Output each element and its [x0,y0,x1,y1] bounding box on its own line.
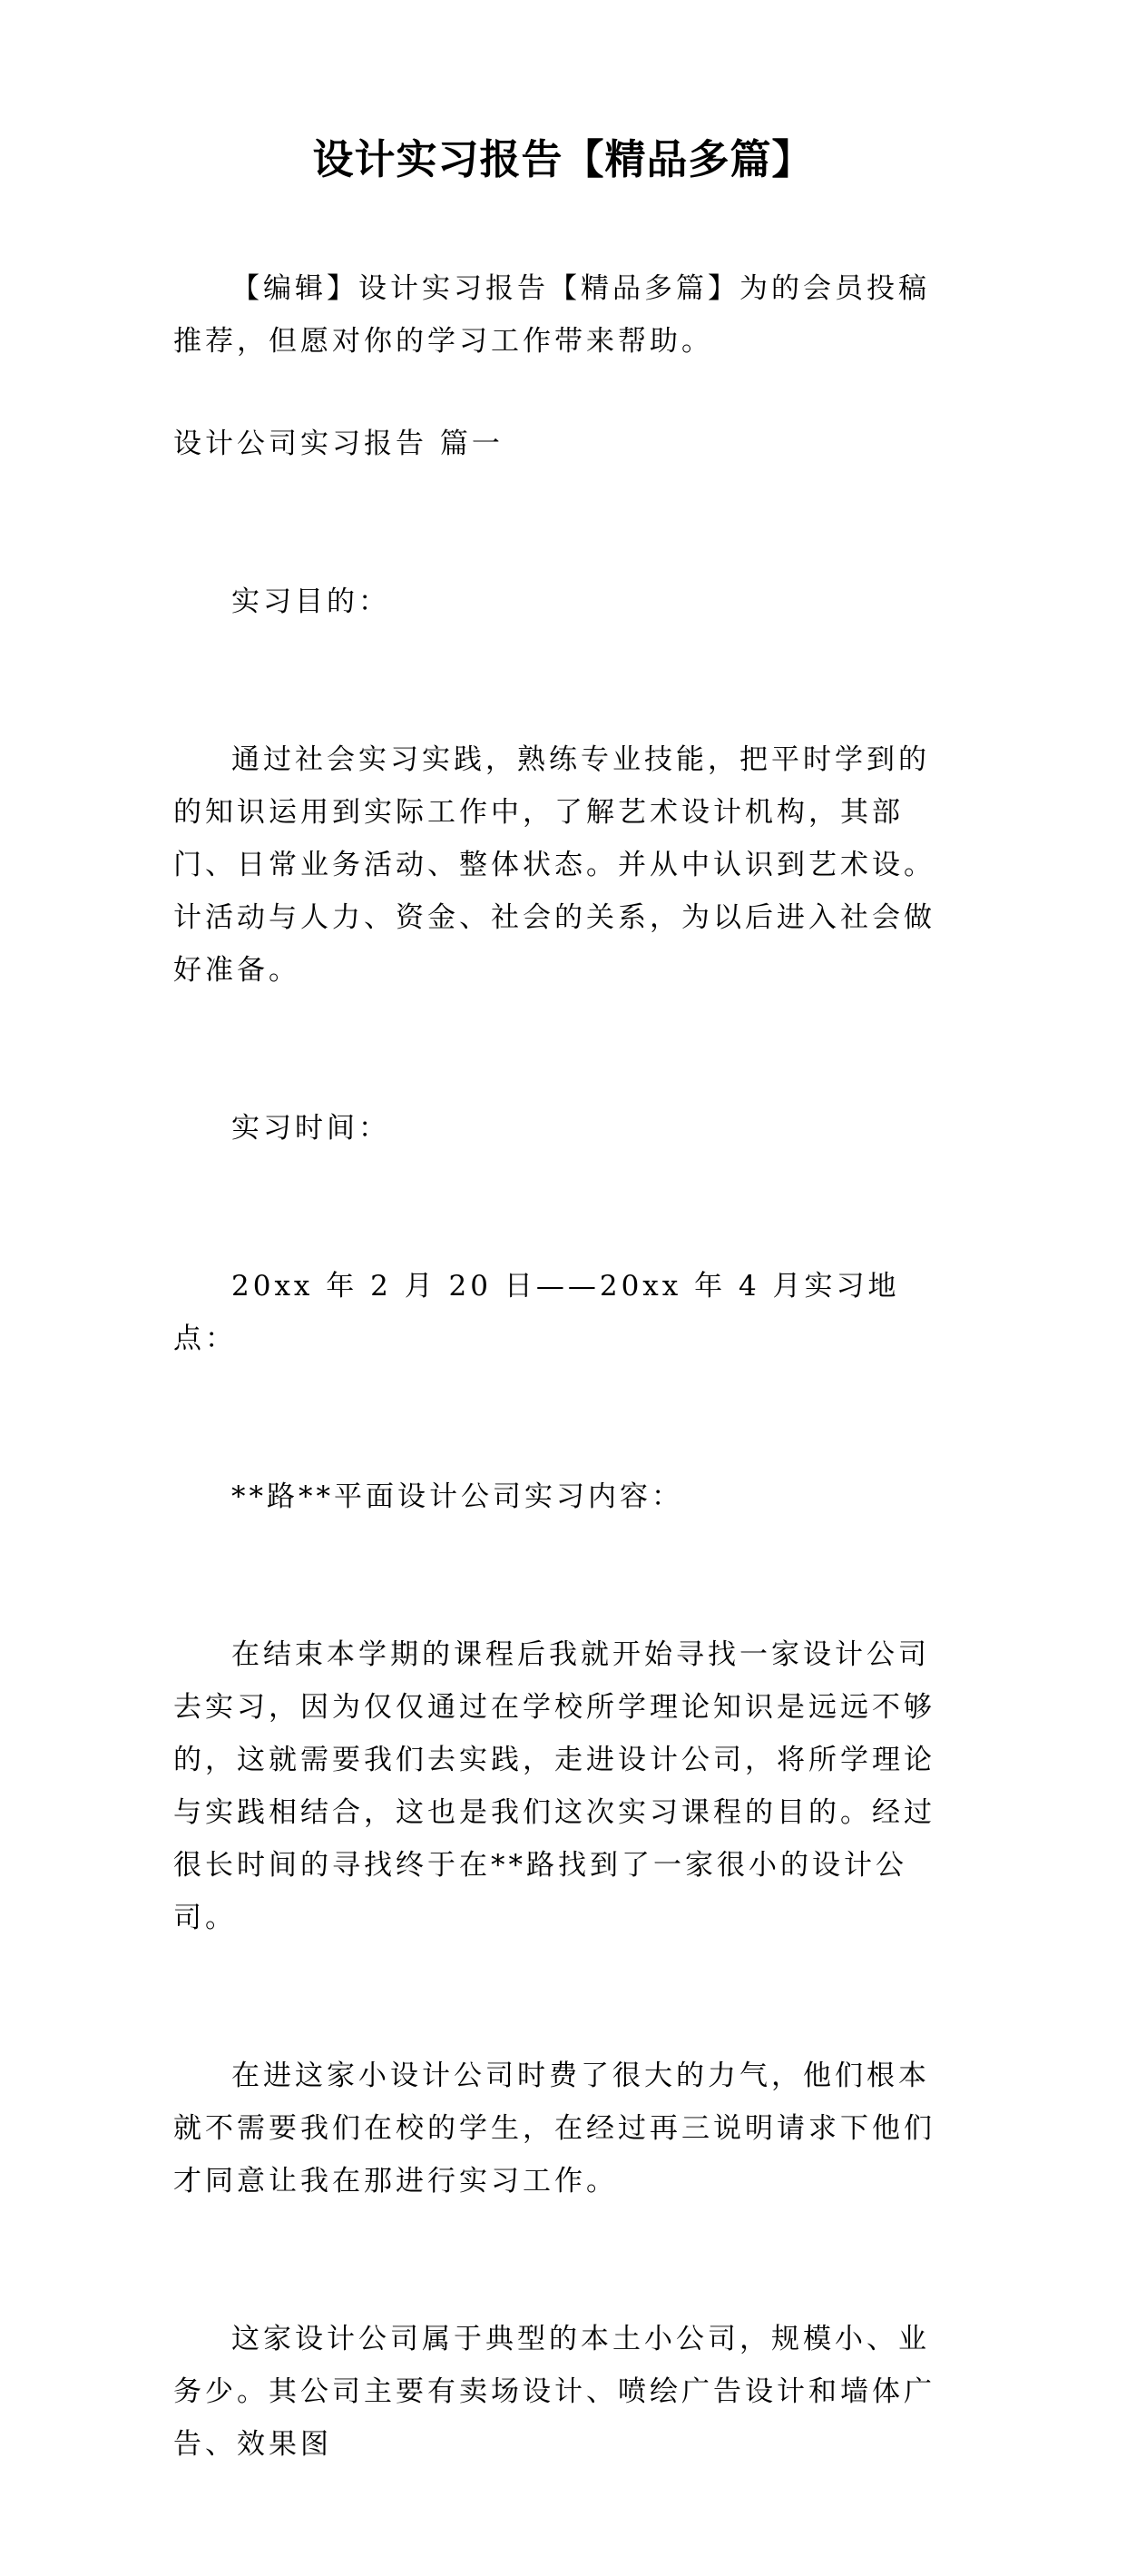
document-title: 设计实习报告【精品多篇】 [312,135,814,183]
intro-paragraph: 【编辑】设计实习报告【精品多篇】为的会员投稿推荐，但愿对你的学习工作带来帮助。 [173,272,930,358]
paragraph-company-description: 这家设计公司属于典型的本土小公司，规模小、业务少。其公司主要有卖场设计、喷绘广告设计和墙体广告、效果图 [173,2323,935,2461]
paragraph-time-heading: 实习时间： [231,1112,390,1145]
paragraph-purpose: 通过社会实习实践，熟练专业技能，把平时学到的的知识运用到实际工作中，了解艺术设计机构，其部门、日常业务活动、整体状态。并从中认识到艺术设。计活动与人力、资金、社会的关系，为以后进入社会做好准备。 [173,743,935,987]
paragraph-company-content: **路**平面设计公司实习内容： [231,1480,683,1513]
paragraph-search: 在结束本学期的课程后我就开始寻找一家设计公司去实习，因为仅仅通过在学校所学理论知识是远远不够的，这就需要我们去实践，走进设计公司，将所学理论与实践相结合，这也是我们这次实习课程的目的。经过很长时间的寻找终于在**路找到了一家很小的设计公司。 [173,1638,935,1934]
section-heading: 设计公司实习报告 篇一 [173,428,504,460]
paragraph-dates-location: 20xx 年 2 月 20 日——20xx 年 4 月实习地点： [173,1270,900,1355]
paragraph-purpose-heading: 实习目的： [231,585,390,618]
paragraph-entry: 在进这家小设计公司时费了很大的力气，他们根本就不需要我们在校的学生，在经过再三说明请求下他们才同意让我在那进行实习工作。 [173,2060,935,2197]
document-body [173,470,954,2576]
